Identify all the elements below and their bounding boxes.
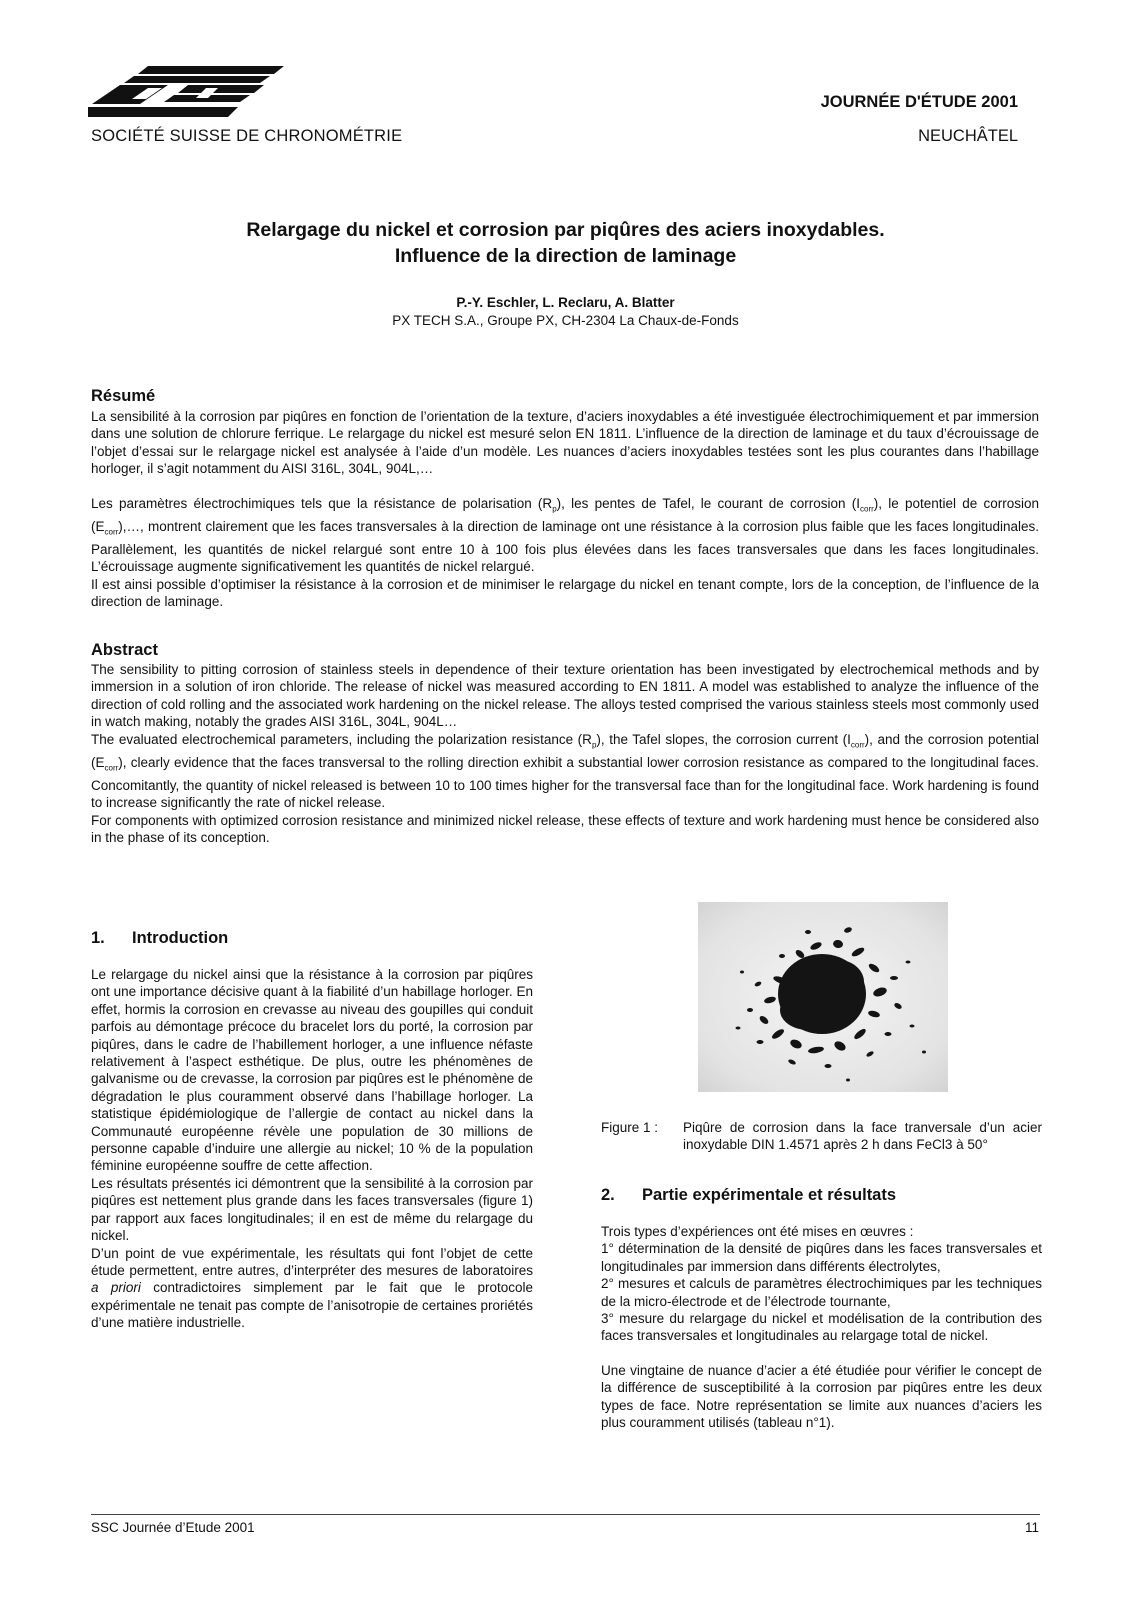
resume-paragraph-3: Il est ainsi possible d’optimiser la résistance à la corrosion et de minimiser le relargage du nickel en tenant compte, lors de la conception, de l’influence de la direction de laminage. bbox=[91, 576, 1039, 610]
society-name: SOCIÉTÉ SUISSE DE CHRONOMÉTRIE bbox=[91, 127, 403, 145]
abstract-heading: Abstract bbox=[91, 641, 158, 659]
event-title: JOURNÉE D'ÉTUDE 2001 bbox=[820, 93, 1018, 111]
subscript-p: p bbox=[591, 740, 597, 750]
corrosion-pit-micrograph bbox=[698, 902, 948, 1092]
intro-paragraph-1: Le relargage du nickel ainsi que la résistance à la corrosion par piqûres ont une importance décisive quant à la fiabilité d’un habillage horloger. En effet, hormis la corrosion en crevasse au niveau des goupilles qui conduit parfois au démontage précoce du bracelet lors du porté, la corrosion par piqûres, dans le cadre de l’habillement horloger, a une influence néfaste relativement à l’aspect esthétique. De plus, outre les phénomènes de galvanisme ou de crevasse, la corrosion par piqûres est le phénomène de dégradation le plus couramment observé dans l’habillage horloger. La statistique épidémiologique de l’allergie de contact au nickel dans la Communauté européenne révèle une population de 30 millions de personne capable d’induire une allergie au nickel; 10 % de la population féminine européenne souffre de cette affection. bbox=[91, 967, 534, 1174]
resume-p2-text-a: Les paramètres électrochimiques tels que la résistance de polarisation (R bbox=[91, 495, 553, 511]
resume-heading: Résumé bbox=[91, 387, 156, 405]
subscript-corr: corr bbox=[104, 763, 119, 773]
figure-label: Figure 1 : bbox=[601, 1120, 659, 1135]
abstract-p2-text-a: The evaluated electrochemical parameters, including the polarization resistance (R bbox=[91, 731, 592, 747]
affiliation: PX TECH S.A., Groupe PX, CH-2304 La Chaux-de-Fonds bbox=[392, 313, 739, 328]
section2-body bbox=[601, 1223, 1042, 1431]
subscript-corr: corr bbox=[850, 740, 865, 750]
title-line-1: Relargage du nickel et corrosion par piqûres des aciers inoxydables. bbox=[246, 219, 885, 241]
resume-p2-text-c: ), le potentiel de corrosion (E bbox=[91, 495, 1040, 534]
intro-paragraph-2: Les résultats présentés ici démontrent que la sensibilité à la corrosion par piqûres est nettement plus grande dans les faces transversales (figure 1) par rapport aux faces longitudinales; il en est de même du relargage du nickel. bbox=[91, 1175, 533, 1244]
abstract-paragraph-2 bbox=[91, 731, 1039, 812]
abstract-paragraph-3: For components with optimized corrosion resistance and minimized nickel release, these effects of texture and work hardening must hence be considered also in the phase of its conception. bbox=[91, 812, 1039, 846]
intro-heading: Introduction bbox=[132, 929, 229, 947]
abstract-paragraph-1: The sensibility to pitting corrosion of stainless steels in dependence of their texture orientation has been investigated by electrochemical methods and by immersion in a solution of iron chloride. The release of nickel was measured according to EN 1811. A model was established to analyze the influence of the direction of cold rolling and the associated work hardening on the nickel release. The alloys tested comprised the various stainless steels most commonly used in watch making, notably the grades AISI 316L, 304L, 904L… bbox=[91, 662, 1039, 730]
resume-p2-text-b: ), les pentes de Tafel, le courant de corrosion (I bbox=[556, 495, 861, 511]
section2-item-2: 2° mesures et calculs de paramètres électrochimiques par les techniques de la micro-électrode et de l’électrode tournante, bbox=[601, 1276, 1042, 1309]
authors: P.-Y. Eschler, L. Reclaru, A. Blatter bbox=[456, 295, 675, 310]
intro-p3-text-b: contradictoires simplement par le fait que le protocole expérimentale ne tenait pas compte de l’anisotropie de certaines proriétés d’une matière industrielle. bbox=[91, 1280, 534, 1331]
abstract-p2-text-c: ), and the corrosion potential (E bbox=[91, 731, 1039, 770]
subscript-corr: corr bbox=[860, 504, 874, 514]
footer-rule bbox=[91, 1514, 1040, 1515]
resume-body bbox=[91, 408, 1039, 610]
title-line-2: Influence de la direction de laminage bbox=[394, 245, 737, 267]
ssc-logo bbox=[88, 66, 284, 124]
abstract-p2-text-d: ), clearly evidence that the faces transversal to the rolling direction exhibit a substantial lower corrosion resistance as compared to the longitudinal faces. Concomitantly, the quantity of nickel released is between 10 to 100 times higher for the transversal face than for the longitudinal face. Work hardening is found to increase significantly the rate of nickel release. bbox=[91, 754, 1039, 811]
footer-journal: SSC Journée d’Etude 2001 bbox=[91, 1520, 255, 1535]
section2-number: 2. bbox=[601, 1186, 615, 1204]
abstract-body bbox=[91, 661, 1039, 846]
section2-item-1: 1° détermination de la densité de piqûres dans les faces transversales et longitudinales par immersion dans différents électrolytes, bbox=[601, 1241, 1042, 1274]
page-number: 11 bbox=[1024, 1520, 1039, 1535]
subscript-corr: corr bbox=[104, 527, 119, 537]
intro-p3-text-a: D’un point de vue expérimentale, les résultats qui font l’objet de cette étude permettent, entre autres, d’interpréter des mesures de laboratoires bbox=[91, 1245, 533, 1278]
resume-paragraph-2 bbox=[91, 495, 1039, 576]
abstract-p2-text-b: ), the Tafel slopes, the corrosion current (I bbox=[596, 731, 851, 747]
section2-paragraph-1: Trois types d’expériences ont été mises en œuvres : bbox=[601, 1224, 914, 1239]
section2-heading: Partie expérimentale et résultats bbox=[642, 1186, 897, 1204]
section2-item-3: 3° mesure du relargage du nickel et modélisation de la contribution des faces transversales et longitudinales au relargage total de nickel. bbox=[601, 1311, 1042, 1344]
intro-body bbox=[91, 966, 533, 1332]
intro-number: 1. bbox=[91, 929, 105, 947]
resume-p2-text-d: ),…, montrent clairement que les faces transversales à la direction de laminage ont une résistance à la corrosion plus faible que les faces longitudinales. Parallèlement, les quantités de nickel relargué sont entre 10 à 100 fois plus élevées dans les faces transversales que dans les faces longitudinales. L’écrouissage augmente significativement les quantités de nickel relargué. bbox=[91, 518, 1039, 575]
intro-paragraph-3 bbox=[91, 1245, 533, 1332]
subscript-p: p bbox=[552, 504, 557, 514]
figure-caption-text: Piqûre de corrosion dans la face tranversale d’un acier inoxydable DIN 1.4571 après 2 h dans FeCl3 à 50° bbox=[683, 1120, 1042, 1153]
resume-paragraph-1: La sensibilité à la corrosion par piqûres en fonction de l’orientation de la texture, d’aciers inoxydables a été investiguée électrochimiquement et par immersion dans une solution de chlorure ferrique. Le relargage du nickel est mesuré selon EN 1811. L’influence de la direction de laminage et du taux d’écrouissage de l’objet d’essai sur le relargage nickel est analysée à l’aide d’un modèle. Les nuances d’aciers inoxydables testées sont les plus courantes dans l’habillage horloger, il s’agit notamment du AISI 316L, 304L, 904L,… bbox=[91, 409, 1039, 477]
paper-title bbox=[0, 217, 1131, 269]
intro-p3-emphasis: a priori bbox=[91, 1280, 141, 1296]
event-place: NEUCHÂTEL bbox=[918, 127, 1018, 145]
section2-paragraph-2: Une vingtaine de nuance d’acier a été étudiée pour vérifier le concept de la différence de susceptibilité à la corrosion par piqûres entre les deux types de face. Notre représentation se limite aux nuances d’aciers les plus couramment utilisés (tableau n°1). bbox=[601, 1362, 1042, 1431]
